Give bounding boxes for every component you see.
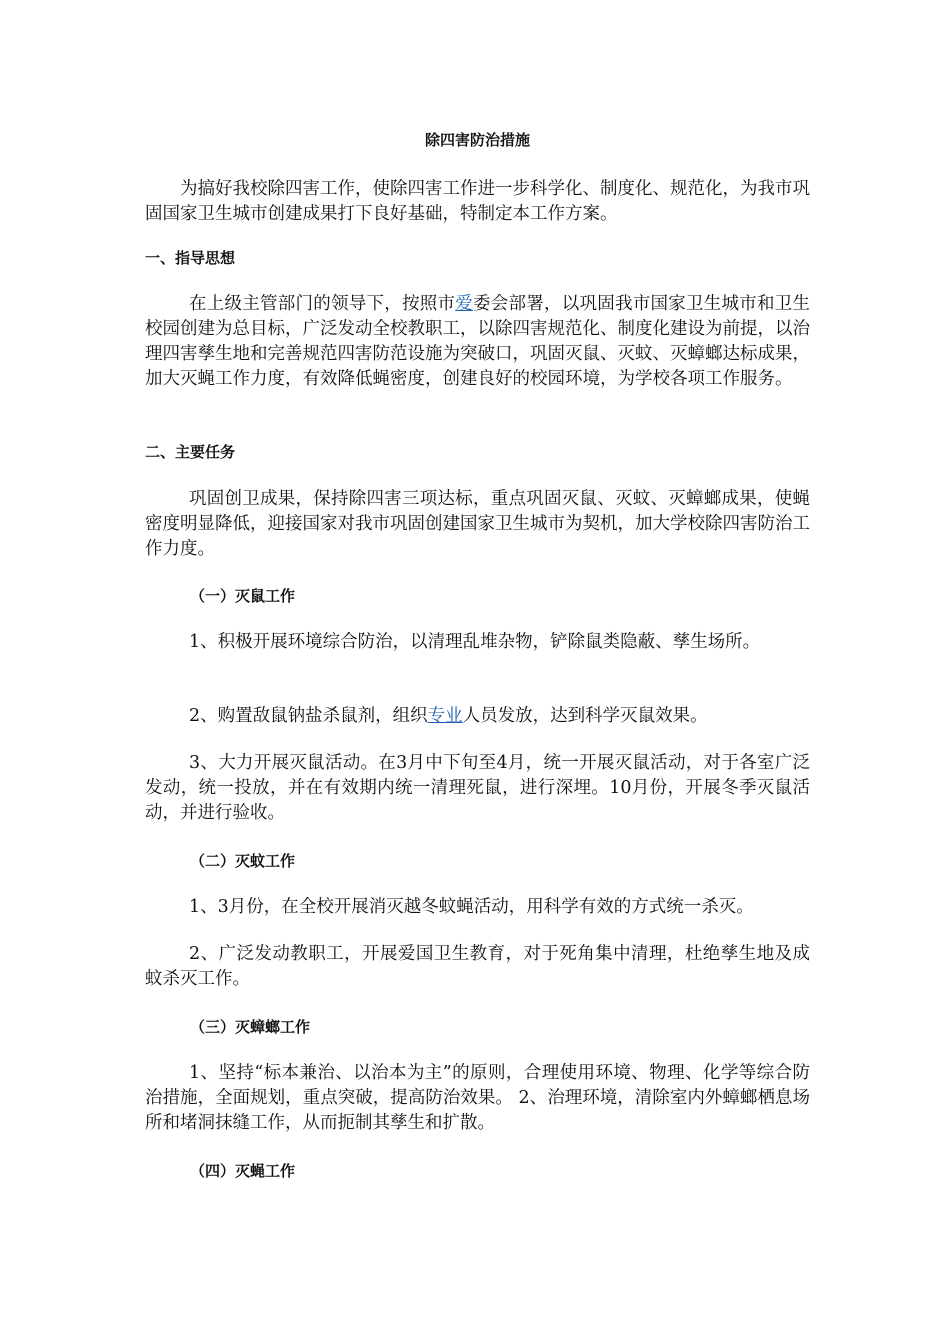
subheading-rat-control: （一）灭鼠工作 — [190, 587, 296, 605]
guiding-ideology-text-1: 在上级主管部门的领导下，按照市 — [189, 294, 456, 314]
rat-control-item-2 — [145, 704, 810, 729]
cockroach-control-paragraph: 1、坚持“标本兼治、以治本为主”的原则，合理使用环境、物理、化学等综合防治措施，全面规划，重点突破，提高防治效果。 2、治理环境，清除室内外蟑螂栖息场所和堵洞抹缝工作，从而扼制其孳生和扩散。 — [145, 1063, 810, 1133]
rat-item2-text-1: 2、购置敌鼠钠盐杀鼠剂，组织 — [189, 706, 428, 726]
section-heading-guiding-ideology: 一、指导思想 — [145, 249, 236, 267]
rat-control-item-1: 1、积极开展环境综合防治，以清理乱堆杂物，铲除鼠类隐蔽、孳生场所。 — [189, 632, 761, 652]
guiding-ideology-text-2: 委会部署，以巩固我市国家卫生城市和卫生校园创建为总目标，广泛发动全校教职工，以除四害规范化、制度化建设为前提，以治理四害孳生地和完善规范四害防范设施为突破口，巩固灭鼠、灭蚊、灭蟑螂达标成果，加大灭蝇工作力度，有效降低蝇密度，创建良好的校园环境，为学校各项工作服务。 — [145, 294, 810, 389]
subheading-cockroach-control: （三）灭蟑螂工作 — [190, 1018, 311, 1036]
section-heading-main-tasks: 二、主要任务 — [145, 443, 236, 461]
page-title: 除四害防治措施 — [424, 131, 530, 149]
subheading-mosquito-control: （二）灭蚊工作 — [190, 852, 296, 870]
main-tasks-paragraph: 巩固创卫成果，保持除四害三项达标，重点巩固灭鼠、灭蚊、灭蟑螂成果，使蝇密度明显降低，迎接国家对我市巩固创建国家卫生城市为契机，加大学校除四害防治工作力度。 — [145, 489, 810, 559]
link-ai[interactable]: 爱 — [455, 294, 473, 314]
guiding-ideology-paragraph — [145, 292, 810, 392]
intro-paragraph: 为搞好我校除四害工作，使除四害工作进一步科学化、制度化、规范化，为我市巩固国家卫生城市创建成果打下良好基础，特制定本工作方案。 — [145, 179, 810, 224]
mosquito-control-item-2: 2、广泛发动教职工，开展爱国卫生教育，对于死角集中清理，杜绝孳生地及成蚊杀灭工作。 — [145, 944, 810, 989]
rat-control-item-3: 3、大力开展灭鼠活动。在3月中下旬至4月，统一开展灭鼠活动，对于各室广泛发动，统一投放，并在有效期内统一清理死鼠，进行深埋。10月份，开展冬季灭鼠活动，并进行验收。 — [145, 753, 810, 823]
subheading-fly-control: （四）灭蝇工作 — [190, 1162, 296, 1180]
rat-item2-text-2: 人员发放，达到科学灭鼠效果。 — [462, 706, 708, 726]
link-professional[interactable]: 专业 — [427, 706, 463, 726]
mosquito-control-item-1: 1、3月份，在全校开展消灭越冬蚊蝇活动，用科学有效的方式统一杀灭。 — [189, 897, 754, 917]
